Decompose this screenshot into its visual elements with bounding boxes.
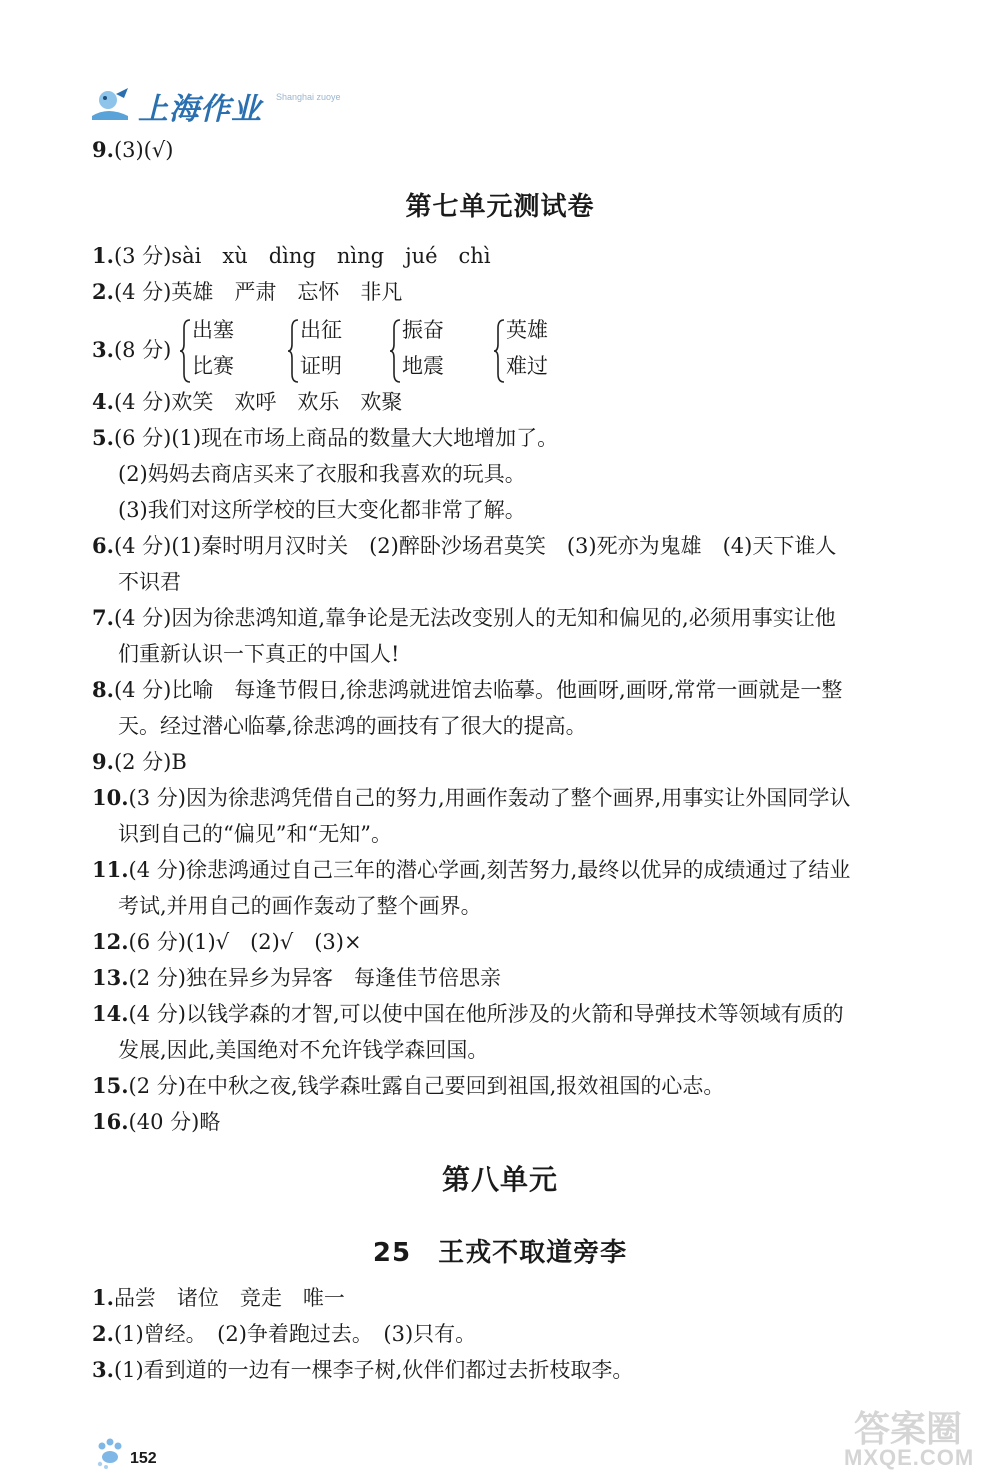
answer-line: 13.(2 分)独在异乡为异客 每逢佳节倍思亲: [92, 965, 501, 990]
answer-line: 9.(2 分)B: [92, 749, 187, 774]
watermark-text: 答案圈: [854, 1409, 963, 1450]
answer-line: 11.(4 分)徐悲鸿通过自己三年的潜心学画,刻苦努力,最终以优异的成绩通过了结业: [92, 857, 851, 882]
brace-icon: [180, 318, 192, 384]
answer-line: 9.(3)(√): [92, 137, 174, 162]
answer-line: 4.(4 分)欢笑 欢呼 欢乐 欢聚: [92, 389, 403, 414]
answer-line: 2.(4 分)英雄 严肃 忘怀 非凡: [92, 279, 403, 304]
page-footer: [94, 1436, 294, 1476]
answer-line: 发展,因此,美国绝对不允许钱学森回国。: [118, 1038, 489, 1062]
watermark-url: MXQE.COM: [844, 1445, 975, 1470]
brace-icon: [390, 318, 402, 384]
answer-line: 1.品尝 诸位 竞走 唯一: [92, 1285, 345, 1310]
watermark: [836, 1401, 986, 1473]
answer-line: 10.(3 分)因为徐悲鸿凭借自己的努力,用画作轰动了整个画界,用事实让外国同学认: [92, 785, 851, 810]
brace-icon: [288, 318, 300, 384]
answer-line: 15.(2 分)在中秋之夜,钱学森吐露自己要回到祖国,报效祖国的心志。: [92, 1073, 725, 1098]
answer-line: 3.(1)看到道的一边有一棵李子树,伙伴们都过去折枝取李。: [92, 1357, 634, 1382]
answer-line: 7.(4 分)因为徐悲鸿知道,靠争论是无法改变别人的无知和偏见的,必须用事实让他: [92, 605, 836, 630]
mascot-icon: [88, 86, 134, 122]
answer-line: (2)妈妈去商店买来了衣服和我喜欢的玩具。: [118, 462, 526, 486]
paw-icon: [94, 1436, 128, 1470]
section-title: 第八单元: [441, 1163, 558, 1196]
section-title: 第七单元测试卷: [405, 192, 595, 222]
answer-line: 16.(40 分)略: [92, 1109, 221, 1134]
answer-line: 6.(4 分)(1)秦时明月汉时关 (2)醉卧沙场君莫笑 (3)死亦为鬼雄 (4)天下谁人: [92, 533, 837, 558]
answer-line: 2.(1)曾经。 (2)争着跑过去。 (3)只有。: [92, 1321, 477, 1346]
answer-line: 不识君: [118, 570, 181, 594]
header-logo: [88, 80, 408, 126]
answer-line: 1.(3 分)sài xù dìng nìng jué chì: [92, 243, 491, 268]
answer-line: 12.(6 分)(1)√ (2)√ (3)×: [92, 929, 362, 954]
logo-text: 上海作业: [138, 92, 262, 127]
answer-line: 识到自己的“偏见”和“无知”。: [118, 822, 392, 846]
answer-line: 天。经过潜心临摹,徐悲鸿的画技有了很大的提高。: [118, 714, 587, 738]
page-number: 152: [130, 1450, 157, 1467]
answer-line: (3)我们对这所学校的巨大变化都非常了解。: [118, 498, 526, 522]
logo-subtext: Shanghai zuoye: [276, 92, 341, 102]
answer-line: 14.(4 分)以钱学森的才智,可以使中国在他所涉及的火箭和导弹技术等领域有质的: [92, 1001, 844, 1026]
answer-line: 5.(6 分)(1)现在市场上商品的数量大大地增加了。: [92, 425, 559, 450]
brace-icon: [494, 318, 506, 384]
answer-line: 8.(4 分)比喻 每逢节假日,徐悲鸿就进馆去临摹。他画呀,画呀,常常一画就是一整: [92, 677, 843, 702]
lesson-title: 25 王戎不取道旁李: [372, 1238, 628, 1268]
answer-line: 考试,并用自己的画作轰动了整个画界。: [118, 894, 482, 918]
answer-line: 们重新认识一下真正的中国人!: [118, 642, 400, 666]
